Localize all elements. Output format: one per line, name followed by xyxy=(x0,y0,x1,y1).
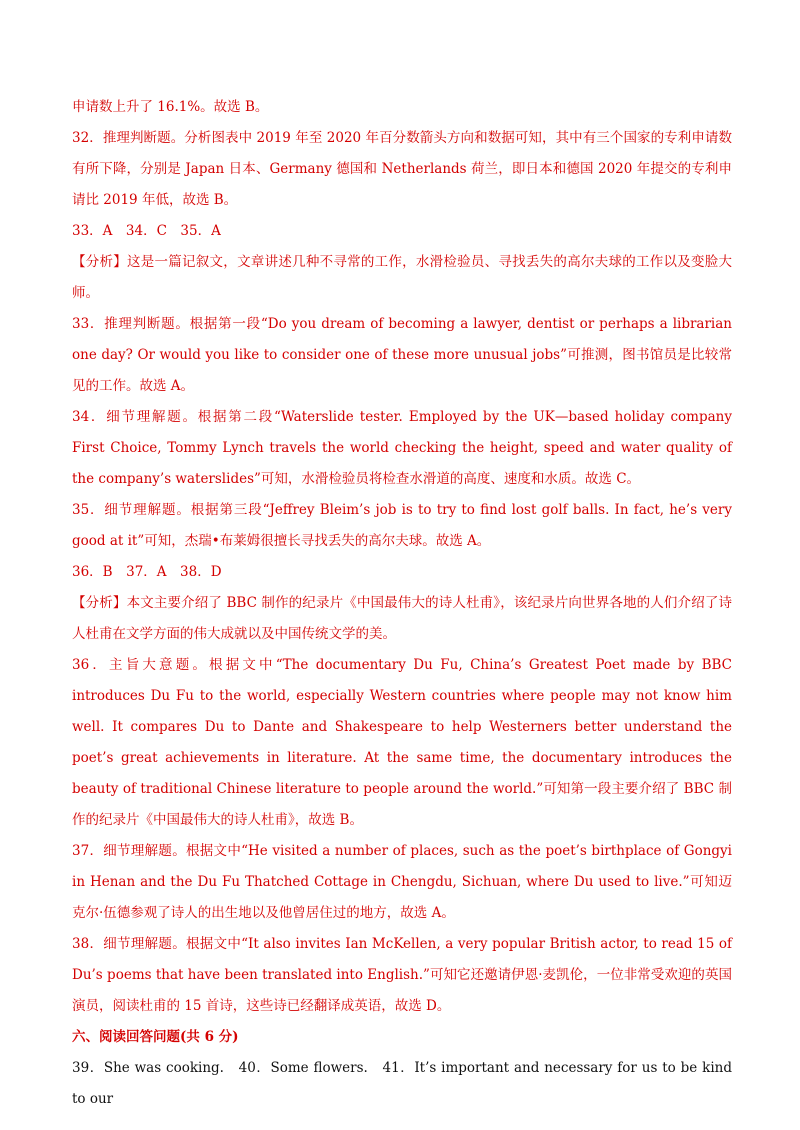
paragraph-37-explanation: 37．细节理解题。根据文中“He visited a number of places, such as the poet’s birthplace of Gongyi in Henan and the Du Fu Thatched Cottage in Chengdu, Sichuan, where Du used to live.”可知迈克尔·伍德参观了诗人的出生地以及他曾居住过的地方，故选 A。 xyxy=(72,843,732,921)
paragraph-36-explanation: 36．主旨大意题。根据文中“The documentary Du Fu, China’s Greatest Poet made by BBC introduces Du Fu to the world, especially Western countries where people may not know him well. It compares Du to Dante and Shakespeare to help Westerners better understand the poet’s great achievements in literature. At the same time, the documentary introduces the beauty of traditional Chinese literature to people around the world.”可知第一段主要介绍了 BBC 制作的纪录片《中国最伟大的诗人杜甫》，故选 B。 xyxy=(72,657,732,828)
analysis-passage-d: 【分析】本文主要介绍了 BBC 制作的纪录片《中国最伟大的诗人杜甫》，该纪录片向世界各地的人们介绍了诗人杜甫在文学方面的伟大成就以及中国传统文学的美。 xyxy=(72,595,732,642)
paragraph-31-tail: 申请数上升了 16.1%。故选 B。 xyxy=(72,99,269,115)
paragraph-38-explanation: 38．细节理解题。根据文中“It also invites Ian McKellen, a very popular British actor, to read 15 of Du’s poems that have been translated into English.”可知它还邀请伊恩·麦凯伦，一位非常受欢迎的英国演员，阅读杜甫的 15 首诗，这些诗已经翻译成英语，故选 D。 xyxy=(72,936,732,1014)
analysis-passage-c: 【分析】这是一篇记叙文，文章讲述几种不寻常的工作，水滑检验员、寻找丢失的高尔夫球的工作以及变脸大师。 xyxy=(72,254,732,301)
answer-document xyxy=(72,92,732,1115)
answers-33-35: 33．A 34．C 35．A xyxy=(72,223,221,239)
section-title-reading-questions: 六、阅读回答问题(共 6 分) xyxy=(72,1029,239,1045)
paragraph-34-explanation: 34．细节理解题。根据第二段“Waterslide tester. Employed by the UK—based holiday company First Choice, Tommy Lynch travels the world checking the height, speed and water quality of the company’s waterslides”可知，水滑检验员将检查水滑道的高度、速度和水质。故选 C。 xyxy=(72,409,732,487)
answers-39-41: 39．She was cooking. 40．Some flowers. 41．It’s important and necessary for us to be kind to our xyxy=(72,1060,732,1107)
answers-36-38: 36．B 37．A 38．D xyxy=(72,564,222,580)
paragraph-35-explanation: 35．细节理解题。根据第三段“Jeffrey Bleim’s job is to try to find lost golf balls. In fact, he’s very good at it”可知，杰瑞•布莱姆很擅长寻找丢失的高尔夫球。故选 A。 xyxy=(72,502,732,549)
paragraph-32-explanation: 32．推理判断题。分析图表中 2019 年至 2020 年百分数箭头方向和数据可知，其中有三个国家的专利申请数有所下降，分别是 Japan 日本、Germany 德国和 Netherlands 荷兰，即日本和德国 2020 年提交的专利申请比 2019 年低，故选 B。 xyxy=(72,130,732,208)
paragraph-33-explanation: 33．推理判断题。根据第一段“Do you dream of becoming a lawyer, dentist or perhaps a librarian one day? Or would you like to consider one of these more unusual jobs”可推测，图书馆员是比较常见的工作。故选 A。 xyxy=(72,316,732,394)
